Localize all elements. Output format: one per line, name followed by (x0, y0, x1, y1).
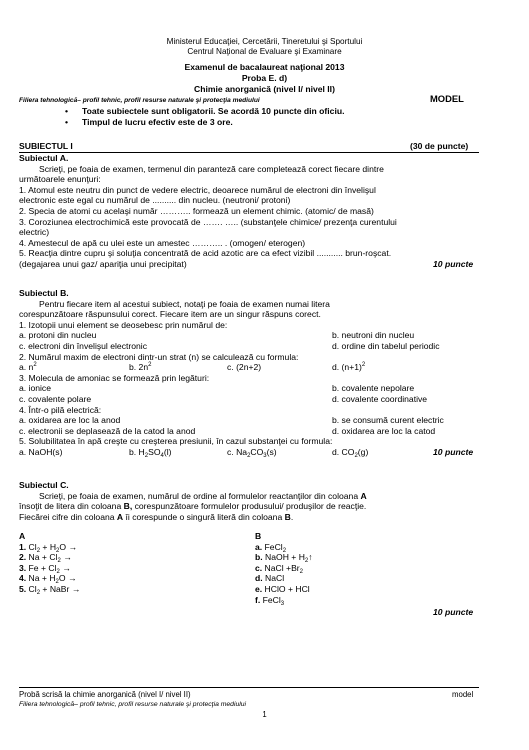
filiera-label: Filiera tehnologică– profil tehnic, profil resurse naturale şi protecţia mediului (19, 97, 260, 104)
footer-title: Probă scrisă la chimie anorganică (nivel I/ nivel II) (19, 690, 191, 699)
subiectul-1-label: SUBIECTUL I (19, 141, 73, 151)
option-b3-a: a. ionice (19, 383, 52, 394)
footer-filiera: Filiera tehnologică– profil tehnic, profil resurse naturale şi protecţia mediului (19, 701, 247, 708)
matching-row-6 (19, 595, 479, 606)
reactant-1: 1. $Cl_2 + H_2O$ → (19, 541, 78, 554)
option-b2-a: a. $n^2$ (19, 362, 37, 373)
footer-rule (19, 687, 479, 688)
rule-1: • Toate subiectele sunt obligatorii. Se acordă 10 puncte din oficiu. (65, 106, 345, 116)
option-b3-b: b. covalente nepolare (332, 383, 415, 394)
question-b1-row2 (19, 341, 479, 352)
reactant-5: 5. $Cl_2$ + NaBr → (19, 583, 81, 596)
question-b2-options (19, 362, 479, 373)
option-b1-c: c. electroni din învelişul electronic (19, 340, 148, 351)
rule-2: • Timpul de lucru efectiv este de 3 ore. (65, 117, 233, 127)
option-b5-a: a. NaOH(s) (19, 446, 63, 457)
question-b3: 3. Molecula de amoniac se formează prin legături: (19, 372, 210, 383)
subiectul-c-intro-1: Scrieţi, pe foaia de examen, numărul de ordine al formulelor reactanţilor din coloana A (39, 490, 367, 501)
exam-title: Examenul de bacalaureat naţional 2013 (184, 62, 345, 72)
option-b5-d: d. $CO_2(g)$ (332, 446, 369, 459)
rule-1-text: Toate subiectele sunt obligatorii. Se acordă 10 puncte din oficiu. (82, 106, 345, 116)
product-d: d. NaCl (255, 573, 285, 584)
model-label: MODEL (430, 93, 464, 104)
reactant-4: 4. $Na + H_2O$ → (19, 573, 77, 586)
question-b4-row2 (19, 426, 479, 437)
question-b5: 5. Solubilitatea în apă creşte cu creşterea presiunii, în cazul substanţei cu formula: (19, 436, 333, 447)
option-b1-d: d. ordine din tabelul periodic (332, 340, 440, 351)
matching-table (19, 531, 479, 618)
product-e: e. HClO + HCl (255, 583, 310, 594)
reactant-3: 3. $Fe + Cl_2$ → (19, 562, 71, 575)
rule-2-text: Timpul de lucru efectiv este de 3 ore. (82, 117, 233, 127)
option-b4-d: d. oxidarea are loc la catod (332, 425, 436, 436)
subiectul-c (19, 480, 479, 522)
subiectul-b-title: Subiectul B. (19, 288, 69, 298)
option-b2-d: d. $(n+1)^2$ (332, 362, 366, 373)
item-a5-options: (degajarea unui gaz/ apariţia unui precipitat) (19, 258, 187, 269)
question-b4: 4. Într-o pilă electrică: (19, 404, 102, 415)
product-b: b. NaOH + $H_2↑$ (255, 552, 313, 565)
question-b2: 2. Numărul maxim de electroni dintr-un strat (n) se calculează cu formula: (19, 351, 299, 362)
footer-model: model (452, 690, 474, 699)
subiectul-1-points: (30 de puncte) (410, 141, 469, 151)
question-b5-options (19, 447, 479, 458)
option-b3-d: d. covalente coordinative (332, 393, 428, 404)
question-b1-row1 (19, 330, 479, 341)
question-b1: 1. Izotopii unui element se deosebesc prin numărul de: (19, 319, 228, 330)
subiectul-c-title: Subiectul C. (19, 480, 69, 490)
matching-row-2 (19, 552, 479, 563)
question-b4-row1 (19, 415, 479, 426)
page-number: 1 (262, 710, 267, 719)
subiectul-a-points: 10 puncte (433, 258, 474, 269)
ministry-header: Ministerul Educaţiei, Cercetării, Tineretului şi Sportului (166, 37, 363, 46)
subiectul-c-points: 10 puncte (433, 607, 474, 618)
subiectul-b-intro-1: Pentru fiecare item al acestui subiect, notaţi pe foaia de examen numai litera (39, 298, 330, 309)
option-b3-c: c. covalente polare (19, 393, 92, 404)
item-a5-line1: 5. Reacţia dintre cupru şi soluţia concentrată de acid azotic are ca efect vizibil ........... brun-roşcat. (19, 248, 392, 259)
proba-title: Proba E. d) (241, 73, 288, 83)
option-b1-b: b. neutroni din nucleu (332, 330, 415, 341)
option-b5-b: b. $H_2SO_4(l)$ (129, 446, 172, 459)
subject-title: Chimie anorganică (nivel I/ nivel II) (194, 84, 335, 94)
question-b3-row2 (19, 394, 479, 405)
item-a4: 4. Amestecul de apă cu ulei este un amestec ……….. . (omogen/ eterogen) (19, 237, 306, 248)
item-a2: 2. Specia de atomi cu acelaşi număr ……….. formează un element chimic. (atomic/ de masă) (19, 205, 374, 216)
subiectul-b (19, 288, 479, 458)
subiectul-c-intro-2: însoţit de litera din coloana B, corespunzătoare formulelor produsului/ produşilor de reacţie. (19, 501, 367, 512)
column-b-header: B (255, 531, 262, 541)
option-b4-b: b. se consumă curent electric (332, 415, 444, 426)
column-a-header: A (19, 531, 26, 541)
subiectul-a-intro-1: Scrieţi, pe foaia de examen, termenul din paranteză care completează corect fiecare dintre (39, 163, 384, 174)
item-a1-line2: electronic este egal cu numărul de .......... din nucleu. (neutroni/ protoni) (19, 195, 291, 206)
product-f: f. FeCl$_3$ (255, 594, 285, 607)
question-b3-row1 (19, 383, 479, 394)
option-b1-a: a. protoni din nucleu (19, 330, 97, 341)
option-b4-c: c. electronii se deplasează de la catod la anod (19, 425, 196, 436)
reactant-2: 2. $Na + Cl_2$ → (19, 552, 72, 565)
product-a: a. FeCl$_2$ (255, 541, 287, 554)
subiectul-a (19, 153, 479, 270)
subiectul-a-title: Subiectul A. (19, 153, 69, 163)
option-b2-c: c. (2n+2) (227, 362, 262, 373)
item-a3-line1: 3. Coroziunea electrochimică este provocată de ……. ….. (substanţele chimice/ prezenţa curentului (19, 216, 397, 227)
item-a5-line2 (19, 259, 479, 270)
subiectul-b-points: 10 puncte (433, 446, 474, 457)
matching-row-5 (19, 584, 479, 595)
subiectul-b-intro-2: corespunzătoare răspunsului corect. Fiecare item are un singur răspuns corect. (19, 309, 321, 320)
option-b4-a: a. oxidarea are loc la anod (19, 415, 121, 426)
subiectul-c-points-row (19, 607, 479, 618)
subiectul-c-intro-3: Fiecărei cifre din coloana A îi corespunde o singură literă din coloana B. (19, 511, 294, 522)
matching-row-1 (19, 542, 479, 553)
option-b2-b: b. $2n^2$ (129, 362, 152, 373)
center-header: Centrul Naţional de Evaluare şi Examinare (187, 47, 342, 56)
matching-row-4 (19, 573, 479, 584)
matching-headers (19, 531, 479, 542)
item-a1-line1: 1. Atomul este neutru din punct de vedere electric, deoarece numărul de electroni din învelişul (19, 184, 376, 195)
product-c: c. NaCl $+Br_2$ (255, 562, 304, 575)
matching-row-3 (19, 563, 479, 574)
option-b5-c: c. $Na_2CO_3(s)$ (227, 446, 277, 459)
item-a3-line2: electric) (19, 227, 50, 238)
subiectul-a-intro-2: următoarele enunţuri: (19, 174, 101, 185)
